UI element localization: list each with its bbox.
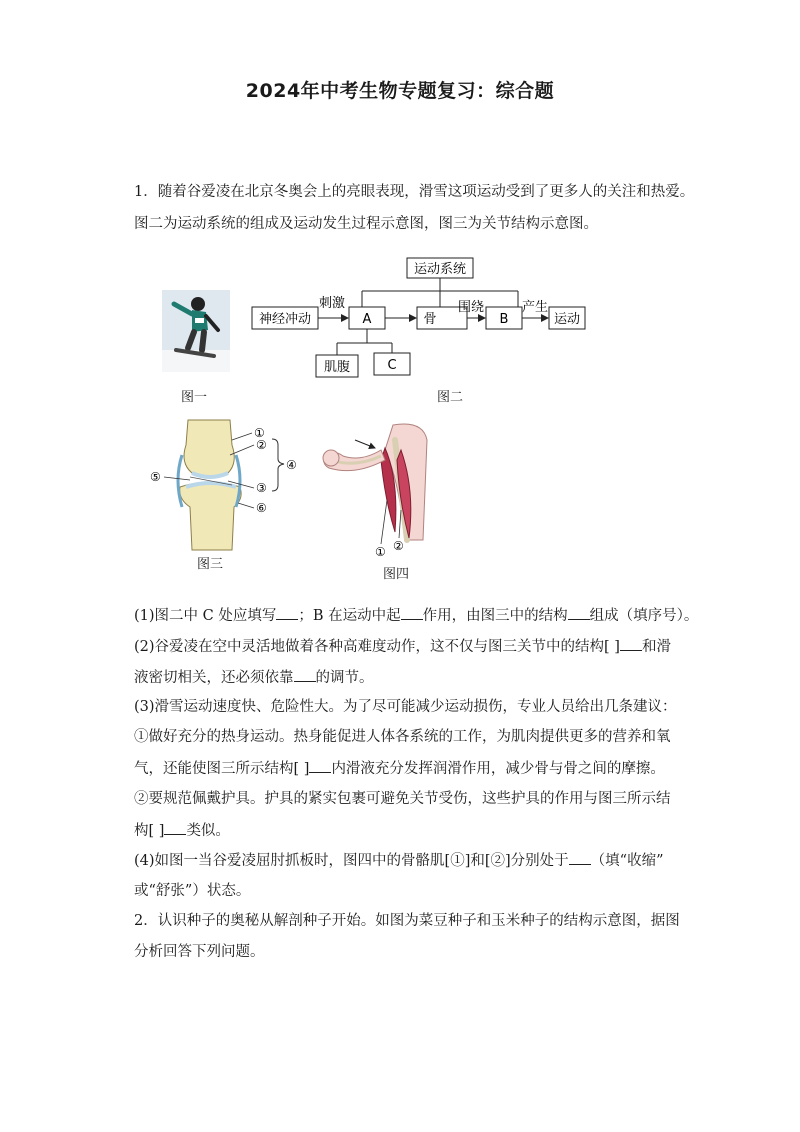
q1-sub4-line1: (4)如图一当谷爱凌屈肘抓板时，图四中的骨骼肌[①]和[②]分别处于 （填“收缩” [134, 850, 664, 871]
figure-4-caption: 图四 [383, 567, 410, 582]
blank-1[interactable] [276, 605, 298, 620]
blank-7[interactable] [164, 820, 186, 835]
fig3-label-6: ⑥ [256, 501, 267, 515]
blank-8[interactable] [569, 850, 591, 865]
blank-3[interactable] [568, 605, 590, 620]
figure-3-caption: 图三 [197, 557, 224, 572]
label-A: A [362, 312, 372, 327]
page-title: 2024年中考生物专题复习：综合题 [245, 80, 555, 102]
q1-sub2-line1: (2)谷爱凌在空中灵活地做着各种高难度动作，这不仅与图三关节中的结构[ ] 和滑 [134, 636, 671, 657]
q1-sub3-line1: (3)滑雪运动速度快、危险性大。为了尽可能减少运动损伤，专业人员给出几条建议： [134, 699, 677, 715]
figure-3-joint [140, 415, 305, 555]
fig4-label-1: ① [375, 545, 386, 559]
label-B: B [499, 312, 509, 327]
label-motor-system: 运动系统 [413, 262, 467, 277]
label-around: 围绕 [457, 300, 485, 315]
blank-2[interactable] [401, 605, 423, 620]
q1-intro-line2: 图二为运动系统的组成及运动发生过程示意图，图三为关节结构示意图。 [134, 216, 598, 232]
q1-sub3-line5: 构[ ] 类似。 [134, 820, 230, 841]
blank-4[interactable] [620, 636, 642, 651]
q1-sub3-line4: ②要规范佩戴护具。护具的紧实包裹可避免关节受伤，这些护具的作用与图三所示结 [134, 791, 671, 807]
fig3-label-4: ④ [286, 458, 297, 472]
blank-5[interactable] [294, 667, 316, 682]
q2-line2: 分析回答下列问题。 [134, 944, 265, 960]
fig3-label-5: ⑤ [150, 470, 161, 484]
q2-line1: 2．认识种子的奥秘从解剖种子开始。如图为菜豆种子和玉米种子的结构示意图，据图 [134, 913, 680, 929]
figure-2-diagram [250, 255, 590, 380]
label-stimulate: 刺激 [318, 296, 346, 311]
label-C: C [387, 358, 397, 373]
q1-intro-line1: 1．随着谷爱凌在北京冬奥会上的亮眼表现，滑雪这项运动受到了更多人的关注和热爱。 [134, 184, 695, 200]
q1-sub3-line2: ①做好充分的热身运动。热身能促进人体各系统的工作，为肌肉提供更多的营养和氧 [134, 729, 671, 745]
q1-sub4-line2: 或“舒张”）状态。 [134, 883, 251, 899]
figure-1-snowboarder [162, 290, 230, 372]
label-produce: 产生 [521, 300, 549, 315]
label-motion: 运动 [553, 312, 581, 327]
fig3-label-2: ② [256, 438, 267, 452]
fig3-label-1: ① [254, 426, 265, 440]
q1-sub1: (1)图二中 C 处应填写 ；B 在运动中起 作用，由图三中的结构 组成（填序号）。 [134, 605, 698, 626]
figure-4-arm [315, 420, 430, 565]
label-nerve-impulse: 神经冲动 [258, 312, 312, 327]
label-bone: 骨 [423, 312, 437, 327]
snowboarder-image [162, 290, 230, 372]
q1-sub3-line3: 气，还能使图三所示结构[ ] 内滑液充分发挥润滑作用，减少骨与骨之间的摩擦。 [134, 758, 665, 779]
q1-sub2-line2: 液密切相关，还必须依靠 的调节。 [134, 667, 374, 688]
figure-1-caption: 图一 [181, 390, 208, 405]
fig3-label-3: ③ [256, 481, 267, 495]
fig4-label-2: ② [393, 539, 404, 553]
label-muscle-belly: 肌腹 [323, 360, 351, 375]
figure-2-caption: 图二 [437, 390, 464, 405]
blank-6[interactable] [309, 758, 331, 773]
